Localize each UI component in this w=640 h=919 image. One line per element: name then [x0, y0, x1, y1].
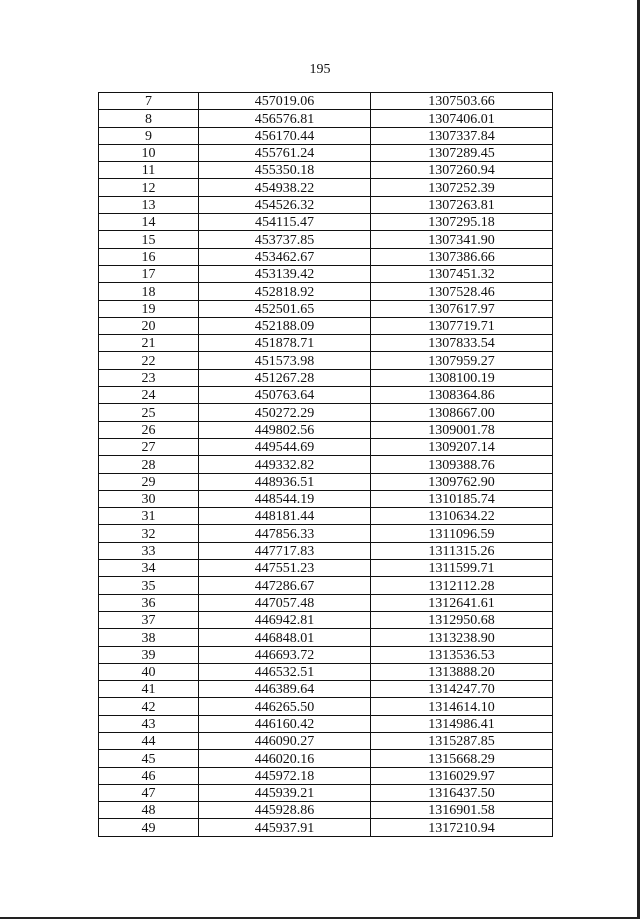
point-number-cell: 11: [99, 162, 199, 179]
y-coordinate-cell: 1314986.41: [371, 715, 553, 732]
x-coordinate-cell: 447286.67: [199, 577, 371, 594]
x-coordinate-cell: 449802.56: [199, 421, 371, 438]
x-coordinate-cell: 446160.42: [199, 715, 371, 732]
point-number-cell: 45: [99, 750, 199, 767]
point-number-cell: 42: [99, 698, 199, 715]
y-coordinate-cell: 1307503.66: [371, 93, 553, 110]
point-number-cell: 24: [99, 387, 199, 404]
point-number-cell: 37: [99, 611, 199, 628]
table-row: [99, 196, 553, 213]
point-number-cell: 39: [99, 646, 199, 663]
table-row: [99, 525, 553, 542]
y-coordinate-cell: 1312112.28: [371, 577, 553, 594]
table-row: [99, 144, 553, 161]
x-coordinate-cell: 447057.48: [199, 594, 371, 611]
table-row: [99, 179, 553, 196]
table-row: [99, 681, 553, 698]
x-coordinate-cell: 448181.44: [199, 508, 371, 525]
table-row: [99, 248, 553, 265]
y-coordinate-cell: 1307289.45: [371, 144, 553, 161]
table-row: [99, 819, 553, 836]
x-coordinate-cell: 449544.69: [199, 438, 371, 455]
table-row: [99, 300, 553, 317]
x-coordinate-cell: 448936.51: [199, 473, 371, 490]
point-number-cell: 13: [99, 196, 199, 213]
x-coordinate-cell: 446090.27: [199, 732, 371, 749]
y-coordinate-cell: 1308667.00: [371, 404, 553, 421]
table-row: [99, 560, 553, 577]
table-row: [99, 93, 553, 110]
x-coordinate-cell: 446532.51: [199, 663, 371, 680]
y-coordinate-cell: 1315287.85: [371, 732, 553, 749]
table-row: [99, 594, 553, 611]
x-coordinate-cell: 456170.44: [199, 127, 371, 144]
x-coordinate-cell: 451878.71: [199, 335, 371, 352]
table-row: [99, 767, 553, 784]
y-coordinate-cell: 1317210.94: [371, 819, 553, 836]
y-coordinate-cell: 1316029.97: [371, 767, 553, 784]
x-coordinate-cell: 446389.64: [199, 681, 371, 698]
y-coordinate-cell: 1316437.50: [371, 784, 553, 801]
y-coordinate-cell: 1307337.84: [371, 127, 553, 144]
y-coordinate-cell: 1315668.29: [371, 750, 553, 767]
y-coordinate-cell: 1307406.01: [371, 110, 553, 127]
point-number-cell: 27: [99, 438, 199, 455]
point-number-cell: 36: [99, 594, 199, 611]
y-coordinate-cell: 1307260.94: [371, 162, 553, 179]
x-coordinate-cell: 451267.28: [199, 369, 371, 386]
x-coordinate-cell: 446265.50: [199, 698, 371, 715]
y-coordinate-cell: 1312641.61: [371, 594, 553, 611]
point-number-cell: 18: [99, 283, 199, 300]
y-coordinate-cell: 1308100.19: [371, 369, 553, 386]
point-number-cell: 21: [99, 335, 199, 352]
y-coordinate-cell: 1307341.90: [371, 231, 553, 248]
point-number-cell: 23: [99, 369, 199, 386]
y-coordinate-cell: 1307719.71: [371, 317, 553, 334]
y-coordinate-cell: 1316901.58: [371, 802, 553, 819]
y-coordinate-cell: 1309001.78: [371, 421, 553, 438]
x-coordinate-cell: 446848.01: [199, 629, 371, 646]
x-coordinate-cell: 450272.29: [199, 404, 371, 421]
point-number-cell: 14: [99, 214, 199, 231]
point-number-cell: 32: [99, 525, 199, 542]
x-coordinate-cell: 451573.98: [199, 352, 371, 369]
table-row: [99, 473, 553, 490]
table-row: [99, 421, 553, 438]
point-number-cell: 44: [99, 732, 199, 749]
table-row: [99, 611, 553, 628]
y-coordinate-cell: 1307386.66: [371, 248, 553, 265]
x-coordinate-cell: 452818.92: [199, 283, 371, 300]
table-row: [99, 646, 553, 663]
x-coordinate-cell: 448544.19: [199, 490, 371, 507]
y-coordinate-cell: 1314247.70: [371, 681, 553, 698]
table-row: [99, 750, 553, 767]
y-coordinate-cell: 1307295.18: [371, 214, 553, 231]
x-coordinate-cell: 455761.24: [199, 144, 371, 161]
point-number-cell: 30: [99, 490, 199, 507]
table-row: [99, 317, 553, 334]
table-row: [99, 335, 553, 352]
x-coordinate-cell: 447551.23: [199, 560, 371, 577]
x-coordinate-cell: 452188.09: [199, 317, 371, 334]
x-coordinate-cell: 454115.47: [199, 214, 371, 231]
x-coordinate-cell: 453139.42: [199, 265, 371, 282]
x-coordinate-cell: 455350.18: [199, 162, 371, 179]
table-row: [99, 732, 553, 749]
table-row: [99, 784, 553, 801]
table-row: [99, 629, 553, 646]
y-coordinate-cell: 1307263.81: [371, 196, 553, 213]
x-coordinate-cell: 447856.33: [199, 525, 371, 542]
table-row: [99, 802, 553, 819]
y-coordinate-cell: 1308364.86: [371, 387, 553, 404]
x-coordinate-cell: 445928.86: [199, 802, 371, 819]
y-coordinate-cell: 1313888.20: [371, 663, 553, 680]
point-number-cell: 28: [99, 456, 199, 473]
point-number-cell: 48: [99, 802, 199, 819]
point-number-cell: 12: [99, 179, 199, 196]
point-number-cell: 41: [99, 681, 199, 698]
point-number-cell: 34: [99, 560, 199, 577]
y-coordinate-cell: 1307451.32: [371, 265, 553, 282]
x-coordinate-cell: 453737.85: [199, 231, 371, 248]
table-row: [99, 698, 553, 715]
x-coordinate-cell: 445972.18: [199, 767, 371, 784]
point-number-cell: 33: [99, 542, 199, 559]
x-coordinate-cell: 446693.72: [199, 646, 371, 663]
x-coordinate-cell: 445937.91: [199, 819, 371, 836]
coordinate-table-body: [99, 93, 553, 837]
y-coordinate-cell: 1307617.97: [371, 300, 553, 317]
y-coordinate-cell: 1314614.10: [371, 698, 553, 715]
point-number-cell: 9: [99, 127, 199, 144]
y-coordinate-cell: 1307528.46: [371, 283, 553, 300]
point-number-cell: 25: [99, 404, 199, 421]
point-number-cell: 7: [99, 93, 199, 110]
x-coordinate-cell: 453462.67: [199, 248, 371, 265]
x-coordinate-cell: 456576.81: [199, 110, 371, 127]
table-row: [99, 387, 553, 404]
table-row: [99, 456, 553, 473]
table-row: [99, 663, 553, 680]
page-number: 195: [309, 62, 331, 77]
table-row: [99, 352, 553, 369]
point-number-cell: 38: [99, 629, 199, 646]
y-coordinate-cell: 1309207.14: [371, 438, 553, 455]
point-number-cell: 20: [99, 317, 199, 334]
y-coordinate-cell: 1307833.54: [371, 335, 553, 352]
table-row: [99, 715, 553, 732]
x-coordinate-cell: 446020.16: [199, 750, 371, 767]
table-row: [99, 127, 553, 144]
y-coordinate-cell: 1310185.74: [371, 490, 553, 507]
x-coordinate-cell: 447717.83: [199, 542, 371, 559]
coordinate-table-container: [98, 92, 552, 837]
table-row: [99, 369, 553, 386]
x-coordinate-cell: 446942.81: [199, 611, 371, 628]
x-coordinate-cell: 450763.64: [199, 387, 371, 404]
y-coordinate-cell: 1310634.22: [371, 508, 553, 525]
point-number-cell: 16: [99, 248, 199, 265]
table-row: [99, 214, 553, 231]
point-number-cell: 19: [99, 300, 199, 317]
y-coordinate-cell: 1309762.90: [371, 473, 553, 490]
x-coordinate-cell: 452501.65: [199, 300, 371, 317]
point-number-cell: 22: [99, 352, 199, 369]
point-number-cell: 40: [99, 663, 199, 680]
x-coordinate-cell: 454526.32: [199, 196, 371, 213]
y-coordinate-cell: 1311599.71: [371, 560, 553, 577]
point-number-cell: 26: [99, 421, 199, 438]
point-number-cell: 43: [99, 715, 199, 732]
point-number-cell: 29: [99, 473, 199, 490]
table-row: [99, 110, 553, 127]
table-row: [99, 162, 553, 179]
x-coordinate-cell: 457019.06: [199, 93, 371, 110]
y-coordinate-cell: 1312950.68: [371, 611, 553, 628]
y-coordinate-cell: 1311096.59: [371, 525, 553, 542]
point-number-cell: 46: [99, 767, 199, 784]
y-coordinate-cell: 1309388.76: [371, 456, 553, 473]
y-coordinate-cell: 1307959.27: [371, 352, 553, 369]
y-coordinate-cell: 1313238.90: [371, 629, 553, 646]
table-row: [99, 404, 553, 421]
x-coordinate-cell: 454938.22: [199, 179, 371, 196]
table-row: [99, 508, 553, 525]
coordinate-table: [98, 92, 553, 837]
x-coordinate-cell: 445939.21: [199, 784, 371, 801]
point-number-cell: 47: [99, 784, 199, 801]
point-number-cell: 17: [99, 265, 199, 282]
point-number-cell: 49: [99, 819, 199, 836]
point-number-cell: 31: [99, 508, 199, 525]
point-number-cell: 8: [99, 110, 199, 127]
table-row: [99, 283, 553, 300]
y-coordinate-cell: 1311315.26: [371, 542, 553, 559]
table-row: [99, 577, 553, 594]
table-row: [99, 231, 553, 248]
table-row: [99, 438, 553, 455]
table-row: [99, 490, 553, 507]
x-coordinate-cell: 449332.82: [199, 456, 371, 473]
y-coordinate-cell: 1313536.53: [371, 646, 553, 663]
table-row: [99, 542, 553, 559]
table-row: [99, 265, 553, 282]
point-number-cell: 10: [99, 144, 199, 161]
point-number-cell: 15: [99, 231, 199, 248]
y-coordinate-cell: 1307252.39: [371, 179, 553, 196]
point-number-cell: 35: [99, 577, 199, 594]
